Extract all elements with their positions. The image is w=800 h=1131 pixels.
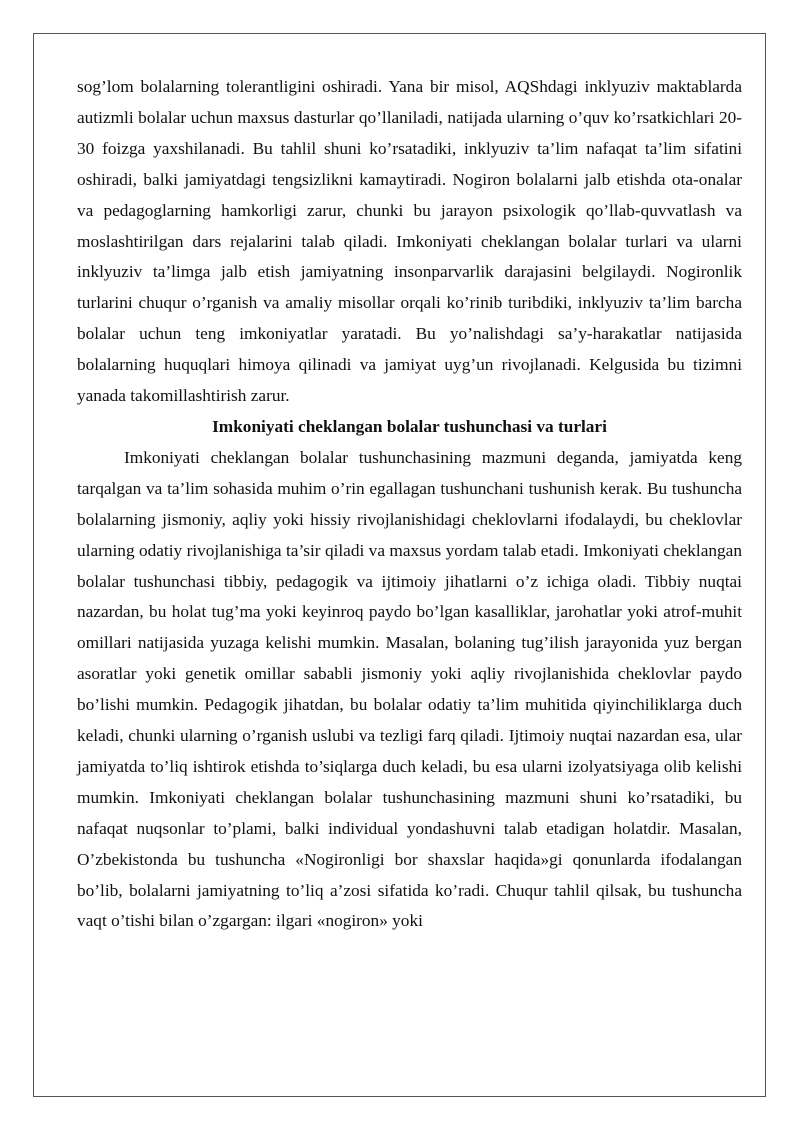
page-content [77, 72, 742, 937]
body-paragraph: Imkoniyati cheklangan bolalar tushunchasining mazmuni deganda, jamiyatda keng tarqalgan va ta’lim sohasida muhim o’rin egallagan tushunchani tushunish kerak. Bu tushuncha bolalarning jismoniy, aqliy yoki hissiy rivojlanishidagi cheklovlarni ifodalaydi, bu cheklovlar ularning odatiy rivojlanishiga ta’sir qiladi va maxsus yordam talab etadi. Imkoniyati cheklangan bolalar tushunchasi tibbiy, pedagogik va ijtimoiy jihatlarni o’z ichiga oladi. Tibbiy nuqtai nazardan, bu holat tug’ma yoki keyinroq paydo bo’lgan kasalliklar, jarohatlar yoki atrof-muhit omillari natijasida yuzaga kelishi mumkin. Masalan, bolaning tug’ilish jarayonida yuz bergan asoratlar yoki genetik omillar sababli jismoniy yoki aqliy rivojlanishida cheklovlar paydo bo’lishi mumkin. Pedagogik jihatdan, bu bolalar odatiy ta’lim muhitida qiyinchiliklarga duch keladi, chunki ularning o’rganish uslubi va tezligi farq qiladi. Ijtimoiy nuqtai nazardan esa, ular jamiyatda to’liq ishtirok etishda to’siqlarga duch keladi, bu esa ularni izolyatsiyaga olib kelishi mumkin. Imkoniyati cheklangan bolalar tushunchasining mazmuni shuni ko’rsatadiki, bu nafaqat nuqsonlar to’plami, balki individual yondashuvni talab etadigan holatdir. Masalan, O’zbekistonda bu tushuncha «Nogironligi bor shaxslar haqida»gi qonunlarda ifodalangan bo’lib, bolalarni jamiyatning to’liq a’zosi sifatida ko’radi. Chuqur tahlil qilsak, bu tushuncha vaqt o’tishi bilan o’zgargan: ilgari «nogiron» yoki [77, 447, 742, 931]
section-heading: Imkoniyati cheklangan bolalar tushunchasi va turlari [212, 416, 607, 436]
body-paragraph: sog’lom bolalarning tolerantligini oshiradi. Yana bir misol, AQShdagi inklyuziv maktablarda autizmli bolalar uchun maxsus dasturlar qo’llaniladi, natijada ularning o’quv ko’rsatkichlari 20-30 foizga yaxshilanadi. Bu tahlil shuni ko’rsatadiki, inklyuziv ta’lim nafaqat ta’lim sifatini oshiradi, balki jamiyatdagi tengsizlikni kamaytiradi. Nogiron bolalarni jalb etishda ota-onalar va pedagoglarning hamkorligi zarur, chunki bu jarayon psixologik qo’llab-quvvatlash va moslashtirilgan dars rejalarini talab qiladi. Imkoniyati cheklangan bolalar turlari va ularni inklyuziv ta’limga jalb etish jamiyatning insonparvarlik darajasini belgilaydi. Nogironlik turlarini chuqur o’rganish va amaliy misollar orqali ko’rinib turibdiki, inklyuziv ta’lim barcha bolalar uchun teng imkoniyatlar yaratadi. Bu yo’nalishdagi sa’y-harakatlar natijasida bolalarning huquqlari himoya qilinadi va jamiyat uyg’un rivojlanadi. Kelgusida bu tizimni yanada takomillashtirish zarur. [77, 77, 742, 406]
